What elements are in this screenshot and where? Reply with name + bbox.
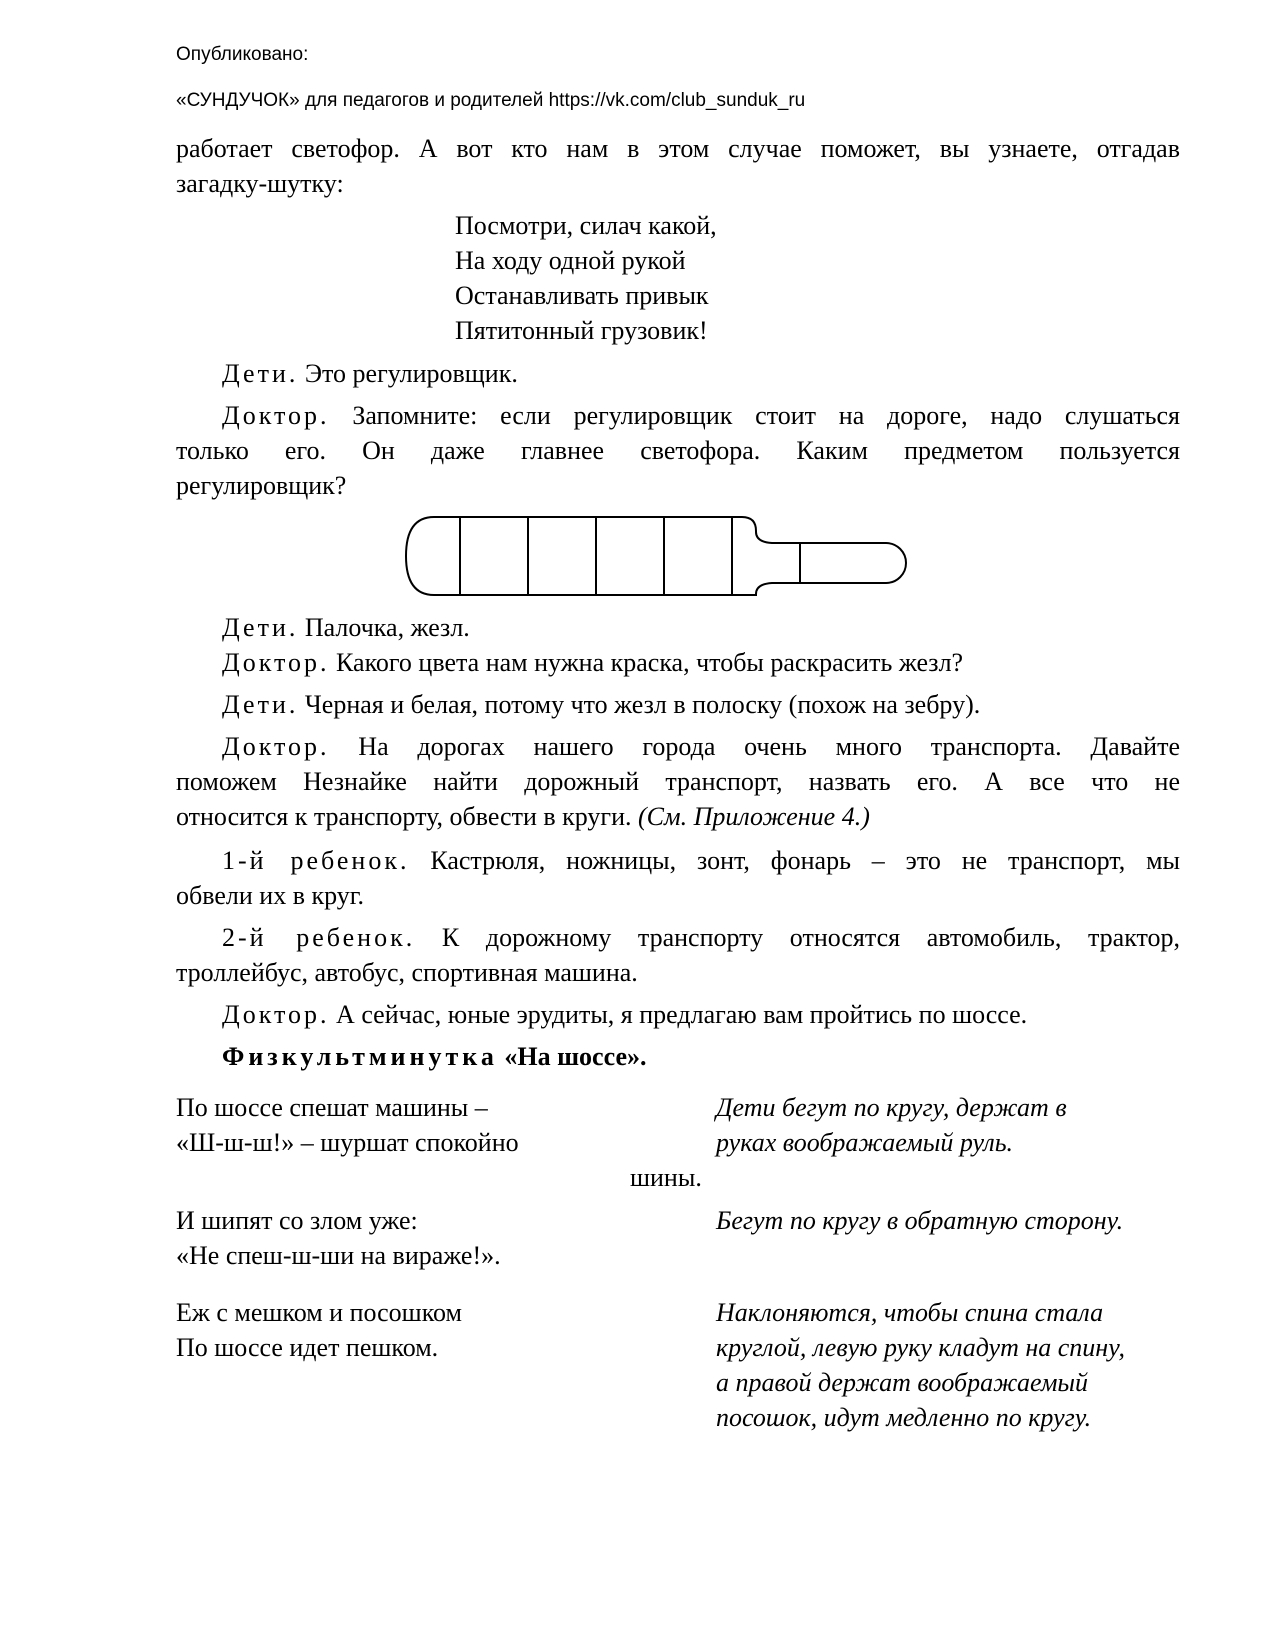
utterance: Запомните: если регулировщик стоит на дороге, надо слушаться: [329, 401, 1180, 430]
source-line: «СУНДУЧОК» для педагогов и родителей https://vk.com/club_sunduk_ru: [176, 90, 806, 111]
speaker: 1-й ребенок.: [222, 846, 410, 875]
exercise-title-spaced: Физкультминутка: [222, 1042, 498, 1071]
published-label: Опубликовано:: [176, 44, 309, 65]
dialog-line: только его. Он даже главнее светофора. Каким предметом пользуется: [176, 436, 1180, 465]
utterance: Черная и белая, потому что жезл в полоску (похож на зебру).: [298, 690, 981, 719]
action-line: Наклоняются, чтобы спина стала: [716, 1298, 1104, 1327]
verse-line: По шоссе спешат машины –: [176, 1093, 488, 1122]
riddle-line: Пятитонный грузовик!: [455, 316, 708, 345]
speaker: Доктор.: [222, 648, 330, 677]
dialog-line: [222, 398, 1180, 434]
utterance: А сейчас, юные эрудиты, я предлагаю вам пройтись по шоссе.: [329, 1000, 1028, 1029]
dialog-line: [222, 997, 1180, 1033]
exercise-title: [222, 1039, 647, 1075]
action-line: Бегут по кругу в обратную сторону.: [716, 1206, 1124, 1235]
utterance: относится к транспорту, обвести в круги.: [176, 802, 639, 831]
action-line: круглой, левую руку кладут на спину,: [716, 1333, 1125, 1362]
speaker: Доктор.: [222, 401, 330, 430]
verse-line: «Ш-ш-ш!» – шуршат спокойно: [176, 1128, 519, 1157]
action-line: руках воображаемый руль.: [716, 1128, 1014, 1157]
dialog-line: [176, 799, 1180, 835]
verse-line: И шипят со злом уже:: [176, 1206, 418, 1235]
utterance: Какого цвета нам нужна краска, чтобы раскрасить жезл?: [329, 648, 964, 677]
dialog-line: [222, 843, 1180, 879]
riddle-line: Останавливать привык: [455, 281, 709, 310]
verse-line: Еж с мешком и посошком: [176, 1298, 462, 1327]
dialog-line: [222, 920, 1180, 956]
utterance: Кастрюля, ножницы, зонт, фонарь – это не транспорт, мы: [409, 846, 1180, 875]
dialog-line: [222, 356, 1180, 392]
dialog-line: регулировщик?: [176, 471, 347, 500]
speaker: Дети.: [222, 690, 299, 719]
utterance: Палочка, жезл.: [298, 613, 470, 642]
speaker: Доктор.: [222, 732, 330, 761]
exercise-title-rest: «На шоссе».: [497, 1042, 647, 1071]
speaker: 2-й ребенок.: [222, 923, 416, 952]
utterance: Это регулировщик.: [298, 359, 518, 388]
traffic-baton-illustration: [400, 510, 920, 602]
speaker: Дети.: [222, 359, 299, 388]
dialog-line: обвели их в круг.: [176, 881, 364, 910]
speaker: Дети.: [222, 613, 299, 642]
dialog-line: троллейбус, автобус, спортивная машина.: [176, 958, 638, 987]
intro-line-1: работает светофор. А вот кто нам в этом случае поможет, вы узнаете, отгадав: [176, 134, 1180, 163]
dialog-line: [222, 610, 1180, 646]
riddle-line: На ходу одной рукой: [455, 246, 686, 275]
utterance: К дорожному транспорту относятся автомобиль, трактор,: [415, 923, 1180, 952]
dialog-line: [222, 687, 1180, 723]
intro-line-2: загадку-шутку:: [176, 169, 344, 198]
verse-line-tail: шины.: [630, 1163, 702, 1192]
utterance: На дорогах нашего города очень много транспорта. Давайте: [329, 732, 1180, 761]
appendix-reference: (См. Приложение 4.): [638, 802, 870, 831]
dialog-line: [222, 729, 1180, 765]
dialog-line: [222, 645, 1180, 681]
action-line: а правой держат воображаемый: [716, 1368, 1089, 1397]
action-line: Дети бегут по кругу, держат в: [716, 1093, 1067, 1122]
action-line: посошок, идут медленно по кругу.: [716, 1403, 1092, 1432]
dialog-line: поможем Незнайке найти дорожный транспорт, назвать его. А все что не: [176, 767, 1180, 796]
verse-line: По шоссе идет пешком.: [176, 1333, 439, 1362]
speaker: Доктор.: [222, 1000, 330, 1029]
riddle-line: Посмотри, силач какой,: [455, 211, 717, 240]
verse-line: «Не спеш-ш-ши на вираже!».: [176, 1241, 501, 1270]
